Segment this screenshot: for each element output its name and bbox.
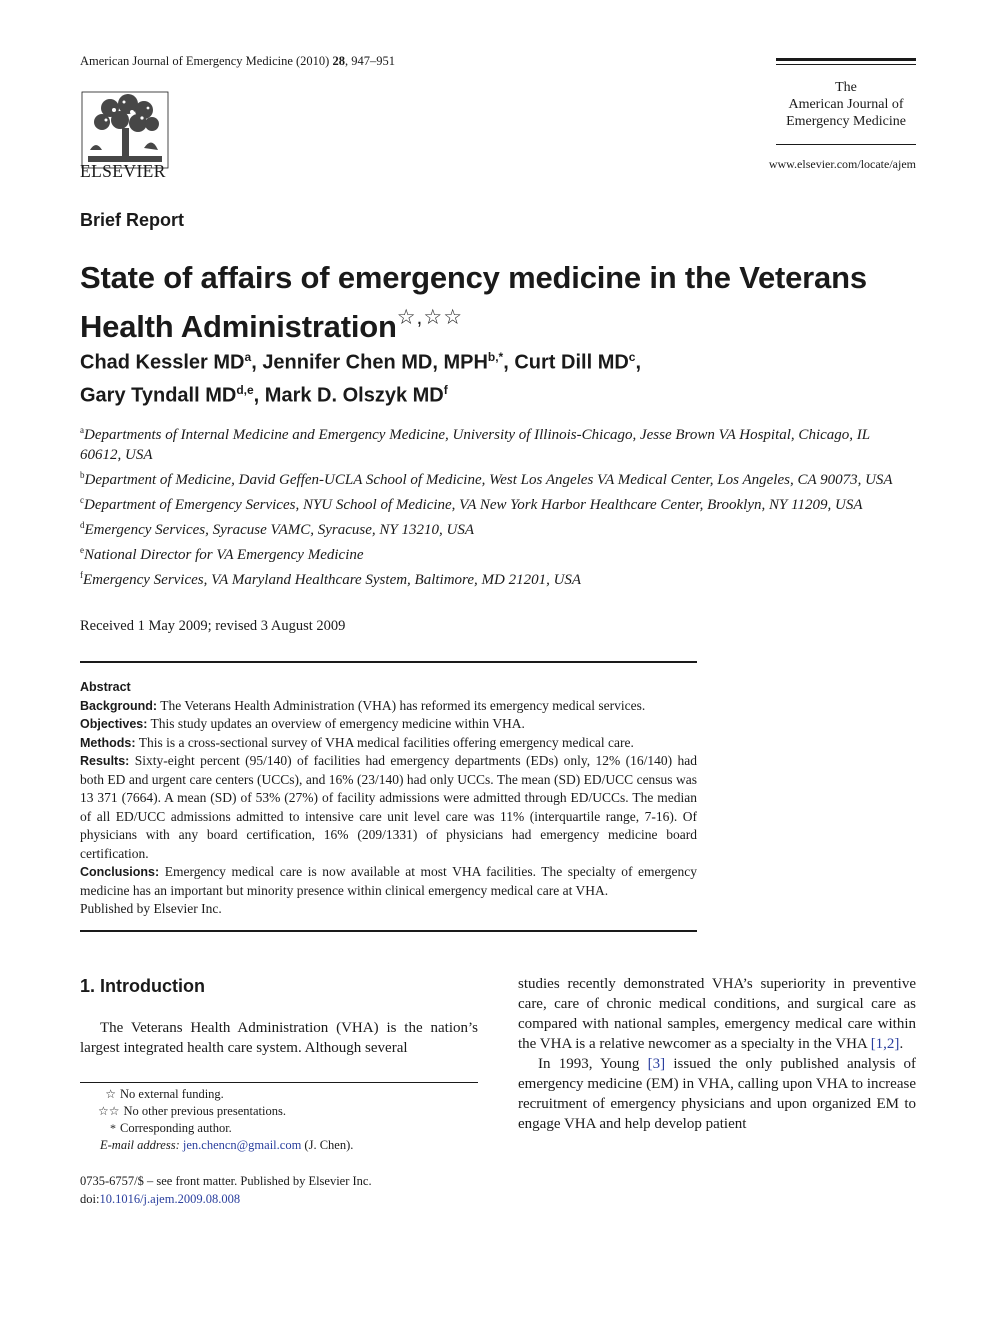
author-separator: ,	[635, 351, 642, 374]
section-heading-introduction: 1. Introduction	[80, 976, 205, 996]
body-paragraph	[518, 1054, 916, 1134]
doi-line	[80, 1190, 372, 1208]
author-name: Gary Tyndall MD	[80, 384, 237, 407]
author-name: Mark D. Olszyk MD	[264, 384, 444, 407]
author-separator: ,	[503, 351, 515, 374]
intro-paragraph-left: The Veterans Health Administration (VHA) is the nation’s largest integrated health care system. Although several	[80, 1020, 478, 1056]
email-owner: (J. Chen).	[301, 1138, 354, 1152]
body-text: .	[899, 1036, 904, 1052]
body-text: issued the only published analysis of emergency medicine (EM) in VHA, calling upon VHA to increase recruitment of emergency physicians and upon organized EM to engage VHA and help develop patient	[518, 1056, 916, 1132]
footnote	[80, 1086, 478, 1103]
journal-name-line3: Emergency Medicine	[786, 114, 906, 129]
abstract-rule-top	[80, 661, 697, 663]
header-rule-bottom	[776, 144, 916, 145]
article-title	[80, 258, 910, 347]
doi-label: doi:	[80, 1192, 100, 1206]
abstract-section-text: The Veterans Health Administration (VHA) has reformed its emergency medical services.	[157, 697, 646, 713]
abstract-section-text: This study updates an overview of emergency medicine within VHA.	[147, 716, 525, 731]
citation-text: American Journal of Emergency Medicine (2010)	[80, 54, 333, 68]
author-list	[80, 344, 910, 409]
affiliation-item	[80, 490, 910, 515]
abstract-heading: Abstract	[80, 680, 131, 694]
journal-name	[776, 79, 916, 130]
footnote-mark: ☆☆	[98, 1104, 120, 1118]
footnote-rule	[80, 1082, 478, 1083]
abstract-section-text: Emergency medical care is now available at most VHA facilities. The specialty of emergency medicine has an important but minority presence within clinical emergency medical care at VHA.	[80, 864, 697, 898]
author-affiliation-mark[interactable]: d,e	[236, 382, 254, 397]
citation-volume: 28	[332, 54, 345, 68]
journal-citation	[80, 54, 395, 69]
header-rule-thin	[776, 64, 916, 65]
author-affiliation-mark[interactable]: b,*	[487, 350, 504, 364]
received-dates: Received 1 May 2009; revised 3 August 2009	[80, 618, 346, 634]
reference-link[interactable]: [3]	[647, 1056, 666, 1072]
issn-line: 0735-6757/$ – see front matter. Published by Elsevier Inc.	[80, 1174, 372, 1188]
footnote-mark: ☆	[105, 1087, 116, 1101]
affiliation-text: Department of Medicine, David Geffen-UCLA School of Medicine, West Los Angeles VA Medical Center, Los Angeles, CA 90073, USA	[84, 472, 893, 488]
header-rule-thick	[776, 58, 916, 61]
author-name: Chad Kessler MD	[80, 351, 245, 374]
author-affiliation-mark[interactable]: a	[244, 350, 252, 364]
author-name: Curt Dill MD	[514, 351, 629, 374]
affiliation-text: Departments of Internal Medicine and Emergency Medicine, University of Illinois-Chicago, Jesse Brown VA Hospital, Chicago, IL 60612, USA	[80, 427, 870, 463]
affiliation-text: National Director for VA Emergency Medicine	[84, 547, 364, 563]
abstract-section	[80, 734, 697, 753]
abstract-section-label: Results:	[80, 754, 130, 768]
reference-link[interactable]: [1,2]	[870, 1036, 900, 1052]
issn-doi-block	[80, 1172, 372, 1208]
affiliation-mark: a	[80, 425, 84, 435]
abstract-section	[80, 715, 697, 734]
abstract-section	[80, 863, 697, 900]
article-title-text: State of affairs of emergency medicine in the Veterans Health Administration	[80, 260, 867, 344]
affiliation-text: Department of Emergency Services, NYU School of Medicine, VA New York Harbor Healthcare Center, Brooklyn, NY 11209, USA	[84, 497, 863, 513]
footnote	[80, 1103, 478, 1120]
affiliation-item	[80, 420, 910, 465]
elsevier-wordmark: ELSEVIER	[80, 161, 166, 181]
abstract-section-label: Background:	[80, 698, 158, 713]
footnote-email	[80, 1137, 478, 1154]
affiliation-mark: e	[80, 545, 84, 555]
affiliation-mark: f	[80, 570, 83, 580]
title-footnote-marks[interactable]: ☆,☆☆	[396, 306, 464, 329]
affiliation-item	[80, 515, 910, 540]
email-link[interactable]: jen.chencn@gmail.com	[182, 1138, 302, 1152]
author-name: Jennifer Chen MD, MPH	[262, 351, 488, 374]
journal-url[interactable]: www.elsevier.com/locate/ajem	[768, 157, 916, 171]
affiliation-item	[80, 540, 910, 565]
abstract-section-text: Sixty-eight percent (95/140) of facilities had emergency departments (EDs) only, 12% (16/140) had both ED and urgent care centers (UCCs), and 16% (23/140) had only UCCs. The mean (SD) ED/UCC census was 13 371 (7664). A mean (SD) of 53% (27%) of facility admissions were admitted through ED/UCCs. The median of all ED/UCC admissions admitted to intensive care unit level care was 11% (interquartile range, 7-16). Of physicians with any board certification, 16% (209/1331) of physicians had emergency medicine board certification.	[80, 753, 697, 861]
footnote-text: No other previous presentations.	[123, 1104, 286, 1118]
abstract-section-text: This is a cross-sectional survey of VHA medical facilities offering emergency medical care.	[135, 734, 634, 750]
doi-link[interactable]: 10.1016/j.ajem.2009.08.008	[99, 1192, 241, 1206]
author-separator: ,	[251, 351, 263, 374]
abstract-section	[80, 752, 697, 863]
affiliation-text: Emergency Services, VA Maryland Healthcare System, Baltimore, MD 21201, USA	[83, 572, 582, 588]
article-type: Brief Report	[80, 210, 185, 230]
footnote-text: No external funding.	[120, 1087, 224, 1101]
affiliation-mark: d	[80, 520, 85, 530]
journal-name-line2: American Journal of	[788, 97, 904, 112]
abstract	[80, 678, 697, 919]
footnote	[80, 1120, 478, 1137]
body-paragraph	[518, 974, 916, 1054]
footnote-mark: *	[110, 1121, 116, 1135]
footnotes	[80, 1086, 478, 1154]
affiliation-mark: b	[80, 470, 85, 480]
abstract-section	[80, 697, 697, 716]
body-text: In 1993, Young	[538, 1056, 648, 1072]
author-affiliation-mark[interactable]: f	[443, 382, 448, 397]
abstract-section-label: Objectives:	[80, 717, 148, 731]
abstract-section-label: Methods:	[80, 735, 136, 750]
author-separator: ,	[253, 384, 265, 407]
affiliation-item	[80, 465, 910, 490]
affiliation-item	[80, 565, 910, 590]
abstract-section-label: Conclusions:	[80, 865, 160, 879]
journal-name-line1: The	[835, 80, 857, 95]
affiliation-list	[80, 420, 910, 590]
footnote-text: Corresponding author.	[120, 1121, 232, 1135]
author-affiliation-mark[interactable]: c	[628, 350, 636, 364]
right-column-body	[518, 974, 916, 1134]
citation-pages: , 947–951	[344, 54, 395, 68]
body-text: studies recently demonstrated VHA’s superiority in preventive care, care of chronic medical conditions, and surgical care as compared with national samples, emergency medical care within the VHA is a relative newcomer as a specialty in the VHA	[518, 976, 916, 1052]
email-label: E-mail address:	[100, 1138, 180, 1152]
abstract-rule-bottom	[80, 930, 697, 932]
affiliation-mark: c	[80, 495, 84, 505]
affiliation-text: Emergency Services, Syracuse VAMC, Syracuse, NY 13210, USA	[84, 522, 474, 538]
abstract-publisher-line: Published by Elsevier Inc.	[80, 901, 222, 916]
